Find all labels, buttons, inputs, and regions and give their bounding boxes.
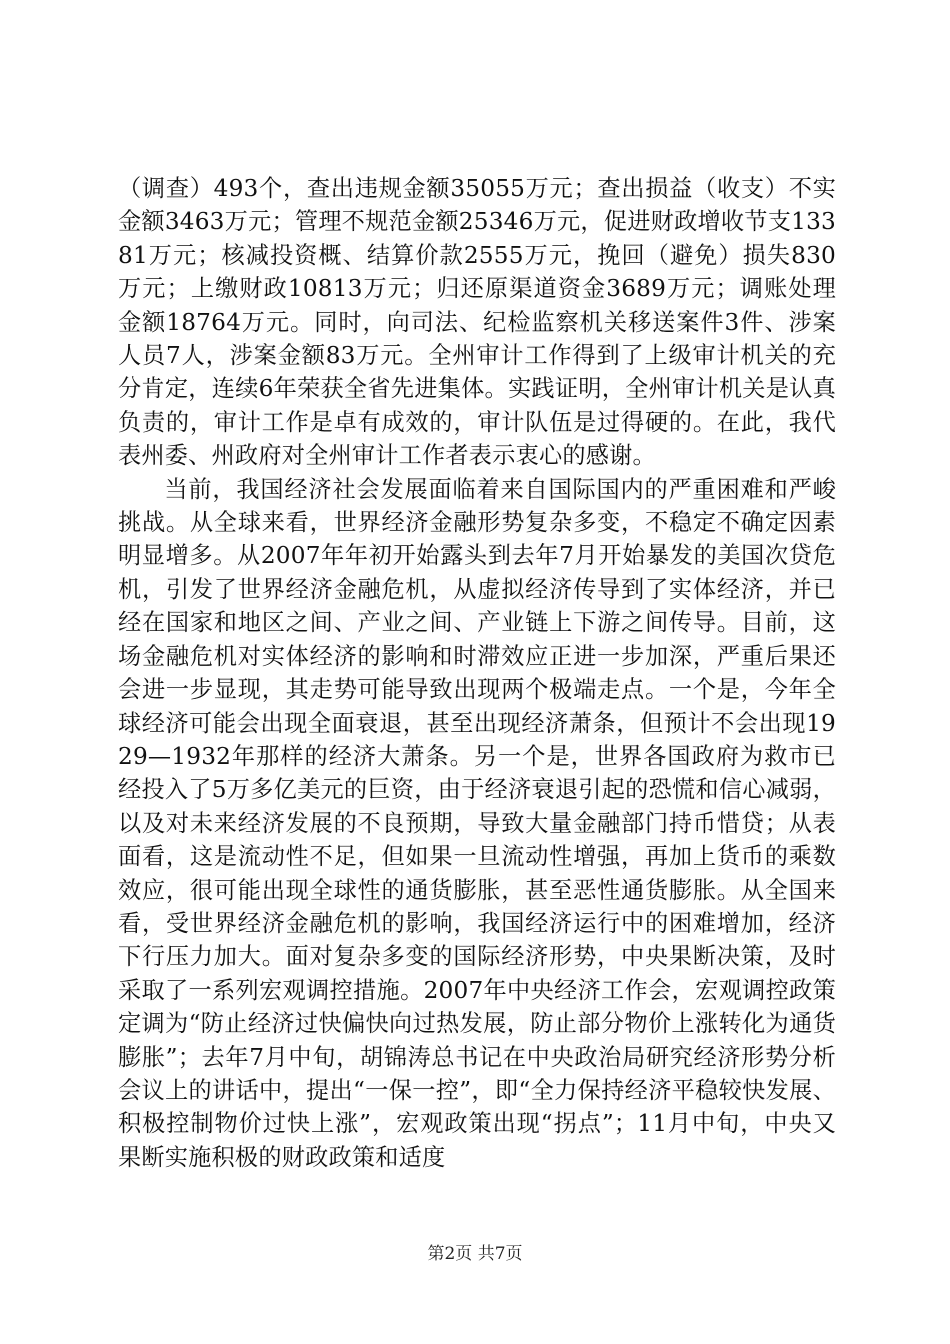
- paragraph-economic-situation: 当前，我国经济社会发展面临着来自国际国内的严重困难和严峻挑战。从全球来看，世界经济金融形势复杂多变，不稳定不确定因素明显增多。从2007年年初开始露头到去年7月开始暴发的美国次贷危机，引发了世界经济金融危机，从虚拟经济传导到了实体经济，并已经在国家和地区之间、产业之间、产业链上下游之间传导。目前，这场金融危机对实体经济的影响和时滞效应正进一步加深，严重后果还会进一步显现，其走势可能导致出现两个极端走点。一个是，今年全球经济可能会出现全面衰退，甚至出现经济萧条，但预计不会出现1929—1932年那样的经济大萧条。另一个是，世界各国政府为救市已经投入了5万多亿美元的巨资，由于经济衰退引起的恐慌和信心减弱，以及对未来经济发展的不良预期，导致大量金融部门持币惜贷；从表面看，这是流动性不足，但如果一旦流动性增强，再加上货币的乘数效应，很可能出现全球性的通货膨胀，甚至恶性通货膨胀。从全国来看，受世界经济金融危机的影响，我国经济运行中的困难增加，经济下行压力加大。面对复杂多变的国际经济形势，中央果断决策，及时采取了一系列宏观调控措施。2007年中央经济工作会，宏观调控政策定调为“防止经济过快偏快向过热发展，防止部分物价上涨转化为通货膨胀”；去年7月中旬，胡锦涛总书记在中央政治局研究经济形势分析会议上的讲话中，提出“一保一控”，即“全力保持经济平稳较快发展、积极控制物价过快上涨”，宏观政策出现“拐点”；11月中旬，中央又果断实施积极的财政政策和适度: [118, 475, 836, 1171]
- paragraph-audit-results: （调查）493个，查出违规金额35055万元；查出损益（收支）不实金额3463万元；管理不规范金额25346万元，促进财政增收节支13381万元；核减投资概、结算价款2555万元，挽回（避免）损失830万元；上缴财政10813万元；归还原渠道资金3689万元；调账处理金额18764万元。同时，向司法、纪检监察机关移送案件3件、涉案人员7人，涉案金额83万元。全州审计工作得到了上级审计机关的充分肯定，连续6年荣获全省先进集体。实践证明，全州审计机关是认真负责的，审计工作是卓有成效的，审计队伍是过得硬的。在此，我代表州委、州政府对全州审计工作者表示衷心的感谢。: [118, 175, 836, 470]
- page-number-footer: 第2页 共7页: [427, 1244, 523, 1264]
- document-body: [118, 172, 836, 1174]
